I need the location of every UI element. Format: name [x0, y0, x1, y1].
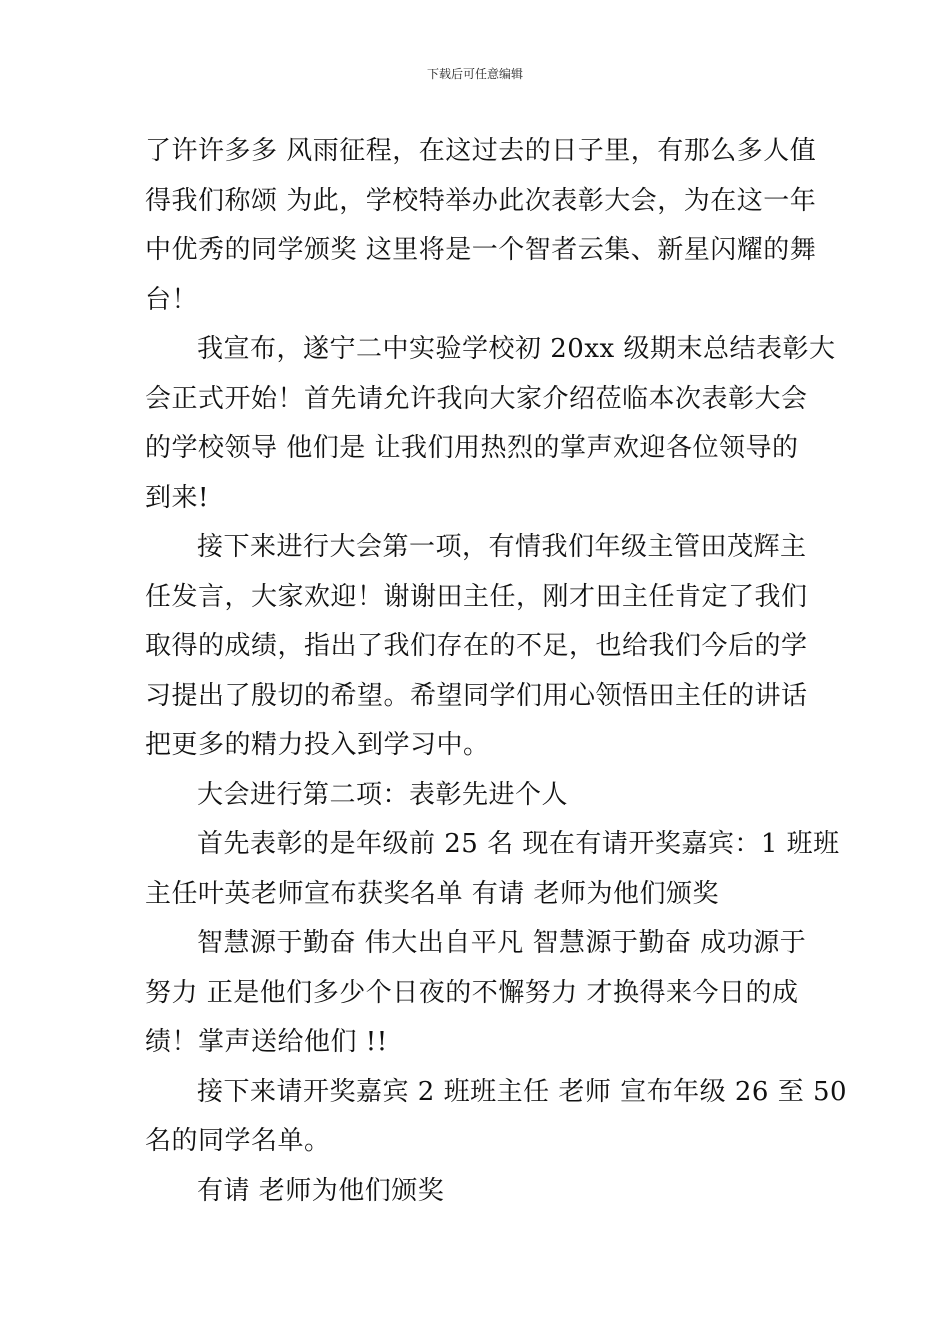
paragraph-start: 接下来请开奖嘉宾 2 班班主任 老师 宣布年级 26 至 50 — [197, 1076, 848, 1107]
text-line: 绩！掌声送给他们 !! — [145, 1027, 388, 1057]
text-line: 得我们称颂 为此，学校特举办此次表彰大会，为在这一年 — [145, 185, 817, 216]
text-line: 把更多的精力投入到学习中。 — [145, 730, 490, 760]
paragraph-start: 有请 老师为他们颁奖 — [197, 1175, 445, 1206]
text-line: 了许许多多 风雨征程，在这过去的日子里，有那么多人值 — [145, 136, 817, 166]
text-line: 的学校领导 他们是 让我们用热烈的掌声欢迎各位领导的 — [145, 433, 799, 463]
text-line: 努力 正是他们多少个日夜的不懈努力 才换得来今日的成 — [145, 977, 799, 1008]
paragraph-start: 接下来进行大会第一项，有情我们年级主管田茂辉主 — [197, 532, 807, 562]
text-line: 会正式开始！首先请允许我向大家介绍莅临本次表彰大会 — [145, 383, 808, 414]
paragraph-start: 大会进行第二项：表彰先进个人 — [197, 779, 569, 810]
text-line: 取得的成绩，指出了我们存在的不足，也给我们今后的学 — [145, 631, 808, 661]
paragraph-start: 智慧源于勤奋 伟大出自平凡 智慧源于勤奋 成功源于 — [197, 928, 807, 958]
text-line: 到来! — [145, 482, 209, 513]
text-line: 名的同学名单。 — [145, 1126, 331, 1156]
paragraph-start: 我宣布，遂宁二中实验学校初 20xx 级期末总结表彰大 — [197, 334, 836, 364]
paragraph-start: 首先表彰的是年级前 25 名 现在有请开奖嘉宾：1 班班 — [197, 829, 840, 859]
text-line: 中优秀的同学颁奖 这里将是一个智者云集、新星闪耀的舞 — [145, 235, 817, 265]
text-line: 习提出了殷切的希望。希望同学们用心领悟田主任的讲话 — [145, 680, 808, 711]
text-line: 主任叶英老师宣布获奖名单 有请 老师为他们颁奖 — [145, 878, 720, 909]
page-header: 下载后可任意编辑 — [426, 67, 523, 81]
text-line: 任发言，大家欢迎！谢谢田主任，刚才田主任肯定了我们 — [145, 581, 808, 612]
document-body — [145, 127, 848, 1216]
text-line: 台！ — [145, 284, 199, 315]
